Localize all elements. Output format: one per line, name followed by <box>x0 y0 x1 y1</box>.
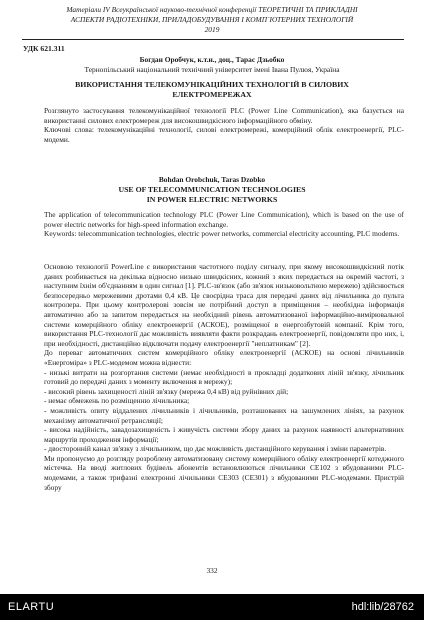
body-paragraph-3: Ми пропонуємо до розгляду розроблену автоматизовану систему комерційного обліку електроенергії котеджного містечка. На вводі житлових будівель абонентів встановлюються лічильники CE102 з вбудованими PLC-модемами, а також трифазні електронні лічильники CE303 (CE301) з вбудованими PLC-модемами. Пристрій збору <box>44 453 404 492</box>
handle-link[interactable]: hdl:lib/28762 <box>351 601 414 613</box>
advantage-item-3: - немає обмежень по розміщенню лічильника; <box>44 396 190 406</box>
body-paragraph-1: Основою технології PowerLine є використання частотного поділу сигналу, при якому високошвидкісний потік даних розбивається на декілька відносно низько швидкісних, кожний з яких передається на окремій частоті, з наступним їхнім об'єднанням в один сигнал [1]. PLC-зв'язок (або зв'язок низьковольтною мережею) здійснюється безпосередньо мережевими дротами 0,4 кВ. Це своєрідна траса для передачі даних від лічильника до пульта контролера. При цьому контролерові зовсім не потрібний доступ в приміщення – необхідна інформація автоматично або за запитом передається на необхідний рівень автоматизованої інформаційно-вимірювальної системи комерційного обліку електроенергії (АСКОЕ), розміщеної в енергозбутовій компанії. Крім того, використання PLC-технології дає можливість виявляти факти розкрадань електроенергії, повідомляти про них, і, при необхідності, дистанційно відключати подачу електроенергії "неплатникам" [2]. <box>44 262 404 348</box>
advantage-item-6: - двосторонній канал зв'язку з лічильником, що дає можливість дистанційного керування і зміни параметрів. <box>44 444 387 454</box>
page-number: 332 <box>206 566 218 575</box>
conference-header-year: 2019 <box>204 25 220 34</box>
abstract-ua <box>22 106 404 144</box>
abstract-en-text: The application of telecommunication technology PLC (Power Line Communication), which is based on the use of power electric networks for high-speed information exchange. <box>44 210 404 229</box>
advantage-item-5: - висока надійність, завадозахищеність і живучість системи збору даних за рахунок наявності альтернативних маршрутів проходження інформації; <box>44 425 404 444</box>
keywords-en: Keywords: telecommunication technologies, electric power networks, commercial electricity accounting, PLC modems. <box>44 229 400 239</box>
authors-ua: Богдан Оробчук, к.т.н., доц., Тарас Дзьобко <box>139 55 285 64</box>
abstract-en <box>22 210 404 239</box>
advantage-item-1: - низькі витрати на розгортання системи (немає необхідності в прокладці додаткових ліній зв'язку, лічильник готовий до передачі даних з моменту включення в мережу); <box>44 367 404 387</box>
keywords-ua: Ключові слова: телекомунікаційні технології, силові електромережі, комерційний облік електроенергії, PLC-модеми. <box>44 125 404 144</box>
title-en-line-1: USE OF TELECOMMUNICATION TECHNOLOGIES <box>118 185 306 194</box>
advantage-item-2: - високий рівень захищеності ліній зв'язку (мережа 0,4 кВ) від руйнівних дій; <box>44 386 289 396</box>
title-ua-line-1: ВИКОРИСТАННЯ ТЕЛЕКОМУНІКАЦІЙНИХ ТЕХНОЛОГІЙ В СИЛОВИХ <box>75 80 349 89</box>
title-ua-line-2: ЕЛЕКТРОМЕРЕЖАХ <box>172 90 252 99</box>
body-paragraph-2: До переваг автоматичних систем комерційного обліку електроенергії (АСКОЕ) на основі лічильників «Енергоміра» з PLC-модемом можна віднести: <box>44 348 404 367</box>
advantage-item-4: - можливість опиту віддалених лічильників і лічильників, розташованих на зашумлених лініях, за рахунок механізму автоматичної ретрансляції; <box>44 405 404 425</box>
abstract-ua-text: Розглянуто застосування телекомунікаційної технології PLC (Power Line Communication), яка базується на використанні силових електромереж для високошвидкісного інформаційного обміну. <box>44 106 404 125</box>
main-body <box>22 262 404 492</box>
organization: Тернопільський національний технічний університет імені Івана Пулюя, Україна <box>84 65 340 74</box>
repository-name: ELARTU <box>8 601 55 613</box>
title-en-line-2: IN POWER ELECTRIC NETWORKS <box>146 195 278 204</box>
repository-footer-bar <box>0 594 424 620</box>
header-divider <box>22 39 404 40</box>
conference-header-line-2: АСПЕКТИ РАДІОТЕХНІКИ, ПРИЛАДОБУДУВАННЯ І КОМП`ЮТЕРНИХ ТЕХНОЛОГІЙ <box>70 15 354 24</box>
udk-code: УДК 621.311 <box>23 44 65 53</box>
conference-header-line-1: Матеріали IV Всеукраїнської науково-технічної конференції ТЕОРЕТИЧНІ ТА ПРИКЛАДНІ <box>66 5 358 14</box>
authors-en: Bohdan Orobchuk, Taras Dzobko <box>158 175 266 184</box>
